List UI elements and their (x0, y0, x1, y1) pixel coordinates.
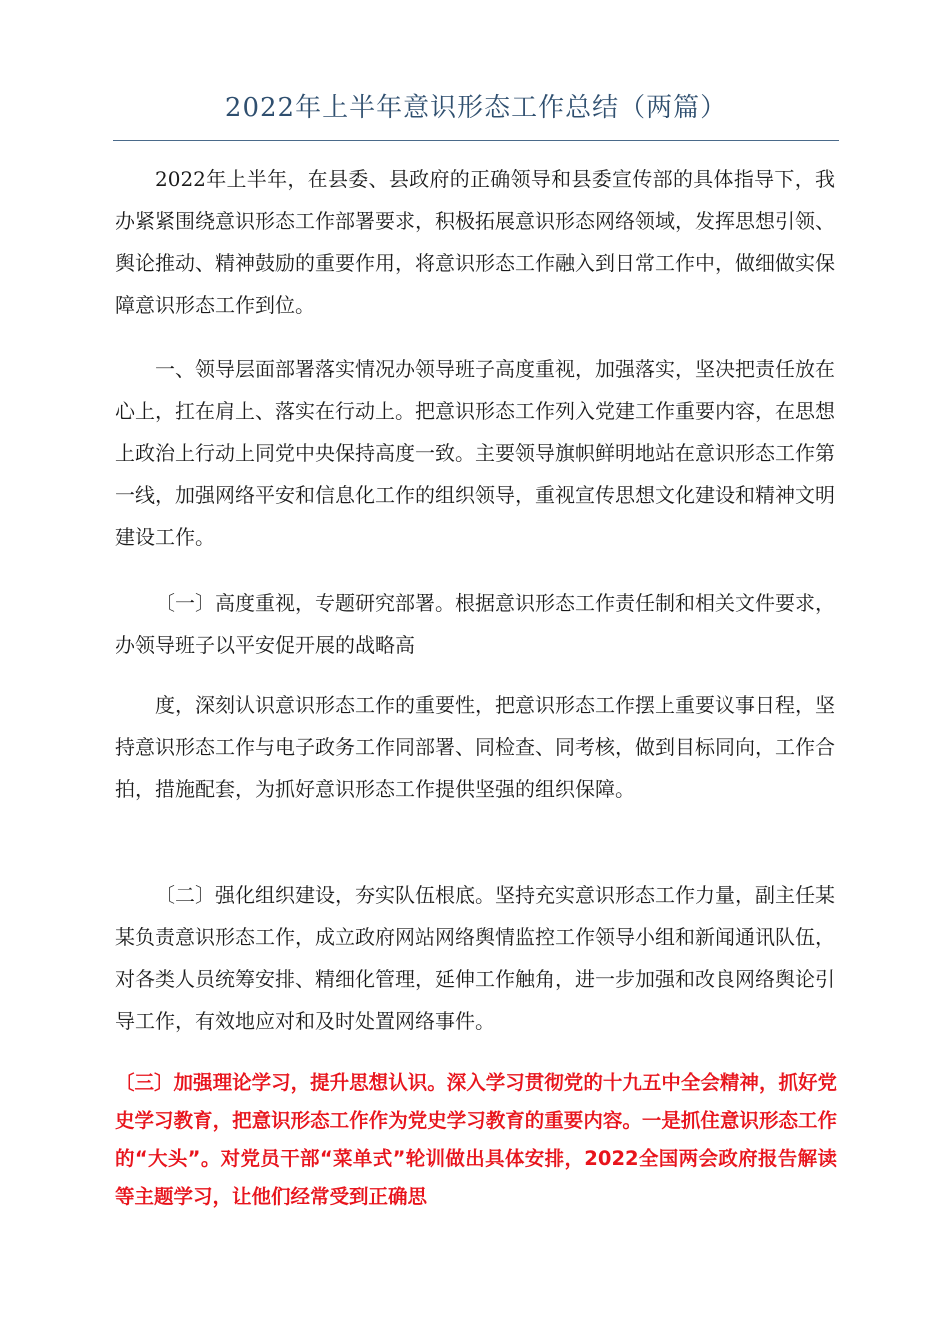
paragraph-subsection-1b: 度，深刻认识意识形态工作的重要性，把意识形态工作摆上重要议事日程，坚持意识形态工作与电子政务工作同部署、同检查、同考核，做到目标同向，工作合拍，措施配套，为抓好意识形态工作提供坚强的组织保障。 (115, 693, 835, 801)
title-divider (113, 140, 839, 141)
paragraph-section-1: 一、领导层面部署落实情况办领导班子高度重视，加强落实，坚决把责任放在心上，扛在肩上、落实在行动上。把意识形态工作列入党建工作重要内容，在思想上政治上行动上同党中央保持高度一致。主要领导旗帜鲜明地站在意识形态工作第一线，加强网络平安和信息化工作的组织领导，重视宣传思想文化建设和精神文明建设工作。 (115, 357, 835, 549)
paragraph-intro: 2022年上半年，在县委、县政府的正确领导和县委宣传部的具体指导下，我办紧紧围绕意识形态工作部署要求，积极拓展意识形态网络领域，发挥思想引领、舆论推动、精神鼓励的重要作用，将意识形态工作融入到日常工作中，做细做实保障意识形态工作到位。 (115, 167, 835, 317)
paragraph-subsection-1a: 〔一〕高度重视，专题研究部署。根据意识形态工作责任制和相关文件要求，办领导班子以平安促开展的战略高 (115, 591, 835, 657)
paragraph-subsection-3-highlight: 〔三〕加强理论学习，提升思想认识。深入学习贯彻党的十九五中全会精神，抓好党史学习教育，把意识形态工作作为党史学习教育的重要内容。一是抓住意识形态工作的“大头”。对党员干部“菜单式”轮训做出具体安排，2022全国两会政府报告解读等主题学习，让他们经常受到正确思 (115, 1071, 837, 1208)
document-title: 2022年上半年意识形态工作总结（两篇） (224, 93, 728, 123)
paragraph-subsection-2: 〔二〕强化组织建设，夯实队伍根底。坚持充实意识形态工作力量，副主任某某负责意识形态工作，成立政府网站网络舆情监控工作领导小组和新闻通讯队伍，对各类人员统筹安排、精细化管理，延伸工作触角，进一步加强和改良网络舆论引导工作，有效地应对和及时处置网络事件。 (115, 883, 835, 1033)
